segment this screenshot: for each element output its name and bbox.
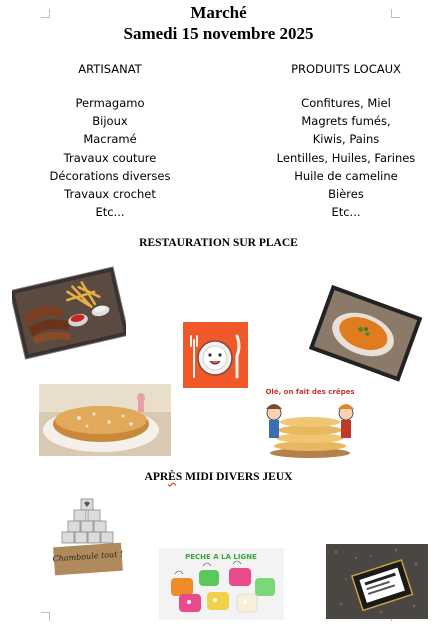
list-item: Lentilles, Huiles, Farines xyxy=(276,150,416,165)
chamboule-tout-photo xyxy=(50,497,126,580)
peche-label: PECHE A LA LIGNE xyxy=(185,553,257,561)
list-item: Macramé xyxy=(83,132,137,147)
produits-locaux-list xyxy=(266,94,426,221)
list-item: Permagamo xyxy=(75,96,145,110)
chamboule-label: Chamboule tout ! xyxy=(52,549,124,564)
peche-a-la-ligne-photo xyxy=(159,548,284,620)
jeux-heading-prefix: APR xyxy=(144,471,169,483)
list-item: Bières xyxy=(328,187,364,202)
list-item: Magrets fumés, xyxy=(301,114,391,129)
soup-photo xyxy=(304,279,426,385)
jeux-heading xyxy=(0,471,437,483)
crepes-caption: Olé, on fait des crêpes xyxy=(265,388,355,396)
list-item: Bijoux xyxy=(92,114,128,129)
sausages-fries-photo xyxy=(12,264,126,361)
jeux-heading-suffix: S MIDI DIVERS JEUX xyxy=(175,471,293,483)
event-date: Samedi 15 novembre 2025 xyxy=(123,24,314,43)
list-item: Etc... xyxy=(95,205,125,220)
restaurant-icon xyxy=(183,322,248,388)
game-card-photo xyxy=(326,544,428,619)
list-item: Travaux couture xyxy=(63,150,157,165)
cake-photo xyxy=(39,384,171,456)
artisanat-heading: ARTISANAT xyxy=(78,62,142,76)
restauration-heading: RESTAURATION SUR PLACE xyxy=(139,237,298,249)
list-item: Travaux crochet xyxy=(64,187,156,202)
produits-locaux-heading: PRODUITS LOCAUX xyxy=(291,62,401,76)
page-title: Marché xyxy=(190,3,247,22)
list-item: Huile de cameline xyxy=(294,168,398,183)
list-item: Etc... xyxy=(331,205,361,220)
artisanat-list xyxy=(30,94,190,221)
crop-mark-bottom-left xyxy=(41,612,50,621)
list-item: Confitures, Miel xyxy=(301,96,391,110)
list-item: Kiwis, Pains xyxy=(312,132,380,147)
list-item: Décorations diverses xyxy=(49,168,171,183)
jeux-heading-accent: È xyxy=(168,471,176,483)
crepes-illustration xyxy=(256,383,364,463)
